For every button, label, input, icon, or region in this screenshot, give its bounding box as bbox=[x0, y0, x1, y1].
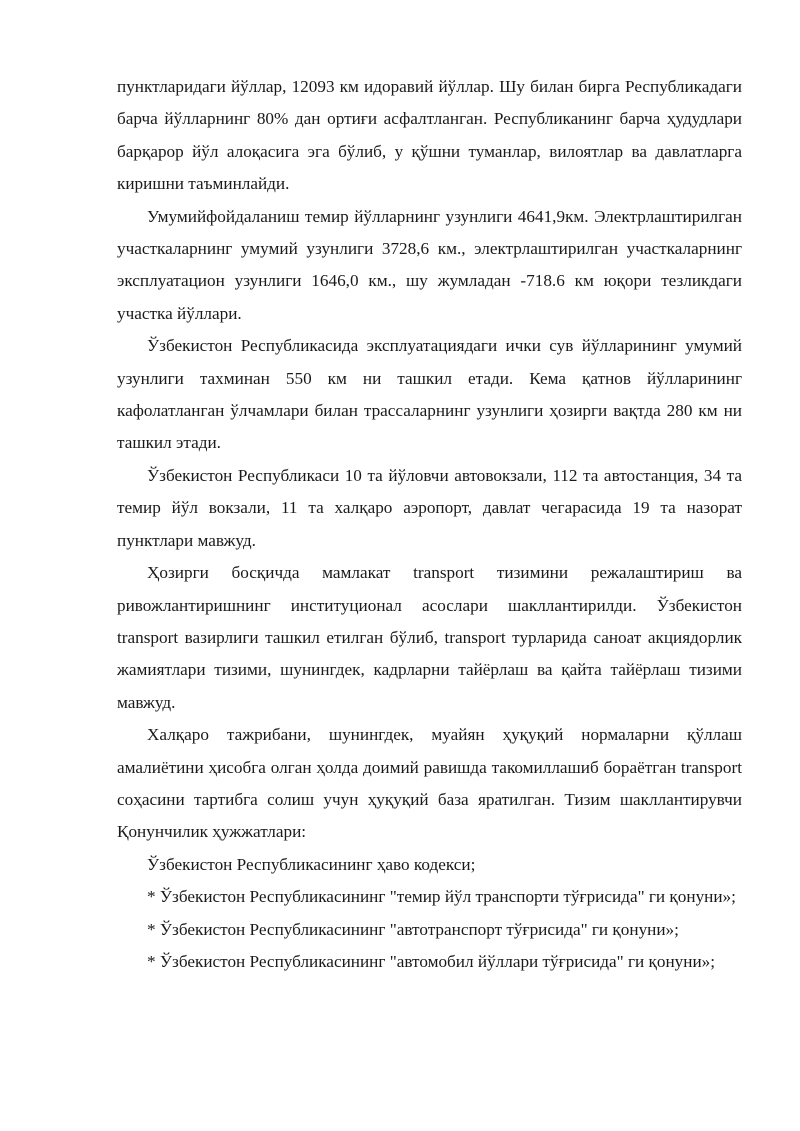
paragraph-legal-base: Халқаро тажрибани, шунингдек, муайян ҳуқуқий нормаларни қўллаш амалиётини ҳисобга олган ҳолда доимий равишда такомиллашиб бораётган transport соҳасини тартибга солиш учун ҳуқуқий база яратилган. Тизим шакллантирувчи Қонунчилик ҳужжатлари: bbox=[117, 725, 742, 842]
list-item-air-code: Ўзбекистон Республикасининг ҳаво кодекси; bbox=[147, 854, 476, 874]
body-text bbox=[117, 71, 742, 978]
paragraph-institutional: Ҳозирги босқичда мамлакат transport тизимини режалаштириш ва ривожлантиришнинг институционал асослари шакллантирилди. Ўзбекистон transport вазирлиги ташкил етилган бўлиб, transport турларида саноат акциядорлик жамиятлари тизими, шунингдек, кадрларни тайёрлаш ва қайта тайёрлаш тизими мавжуд. bbox=[117, 563, 742, 712]
paragraph-waterways: Ўзбекистон Республикасида эксплуатациядаги ички сув йўлларининг умумий узунлиги тахминан 550 км ни ташкил етади. Кема қатнов йўлларининг кафолатланган ўлчамлари билан трассаларнинг узунлиги ҳозирги вақтда 280 км ни ташкил этади. bbox=[117, 336, 742, 453]
paragraph-railways: Умумийфойдаланиш темир йўлларнинг узунлиги 4641,9км. Электрлаштирилган участкаларнинг умумий узунлиги 3728,6 км., электрлаштирилган участкаларнинг эксплуатацион узунлиги 1646,0 км., шу жумладан -718.6 км юқори тезликдаги участка йўллари. bbox=[117, 206, 742, 323]
list-item-motor-transport-law: * Ўзбекистон Республикасининг "автотранспорт тўғрисида" ги қонуни»; bbox=[147, 919, 679, 939]
list-item-highways-law: * Ўзбекистон Республикасининг "автомобил йўллари тўғрисида" ги қонуни»; bbox=[147, 951, 716, 971]
paragraph-roads-continued: пунктларидаги йўллар, 12093 км идоравий йўллар. Шу билан бирга Республикадаги барча йўлларнинг 80% дан ортиғи асфалтланган. Республиканинг барча ҳудудлари барқарор йўл алоқасига эга бўлиб, у қўшни туманлар, вилоятлар ва давлатларга киришни таъминлайди. bbox=[117, 77, 742, 194]
paragraph-stations: Ўзбекистон Республикаси 10 та йўловчи автовокзали, 112 та автостанция, 34 та темир йўл вокзали, 11 та халқаро аэропорт, давлат чегарасида 19 та назорат пунктлари мавжуд. bbox=[117, 465, 742, 550]
list-item-railway-law: * Ўзбекистон Республикасининг "темир йўл транспорти тўғрисида" ги қонуни»; bbox=[147, 887, 736, 907]
